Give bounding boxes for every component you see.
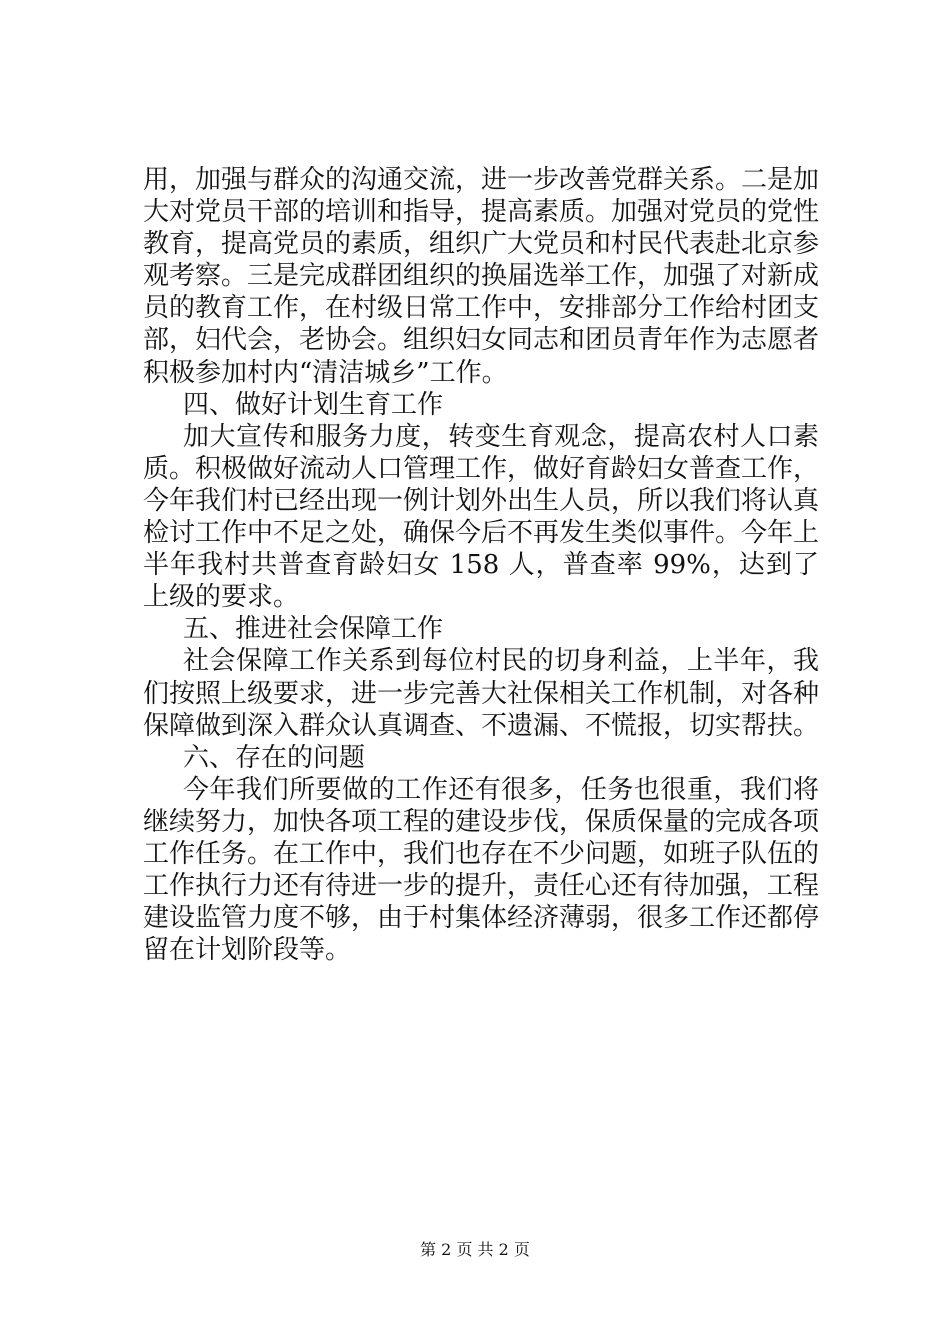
paragraph-problems: 今年我们所要做的工作还有很多，任务也很重，我们将继续努力，加快各项工程的建设步伐，保质保量的完成各项工作任务。在工作中，我们也存在不少问题，如班子队伍的工作执行力还有待进一步的提升，责任心还有待加强，工程建设监管力度不够，由于村集体经济薄弱，很多工作还都停留在计划阶段等。 [143,774,820,966]
paragraph-family-planning: 加大宣传和服务力度，转变生育观念，提高农村人口素质。积极做好流动人口管理工作，做好育龄妇女普查工作，今年我们村已经出现一例计划外出生人员，所以我们将认真检讨工作中不足之处，确保今后不再发生类似事件。今年上半年我村共普查育龄妇女 158 人，普查率 99%，达到了上级的要求。 [143,421,820,613]
paragraph-social-security: 社会保障工作关系到每位村民的切身利益，上半年，我们按照上级要求，进一步完善大社保相关工作机制，对各种保障做到深入群众认真调查、不遗漏、不慌报，切实帮扶。 [143,646,820,741]
section-heading-problems: 六、存在的问题 [183,742,366,773]
paragraph-continued: 用，加强与群众的沟通交流，进一步改善党群关系。二是加大对党员干部的培训和指导，提高素质。加强对党员的党性教育，提高党员的素质，组织广大党员和村民代表赴北京参观考察。三是完成群团组织的换届选举工作，加强了对新成员的教育工作，在村级日常工作中，安排部分工作给村团支部，妇代会，老协会。组织妇女同志和团员青年作为志愿者积极参加村内“清洁城乡”工作。 [143,165,820,388]
page-number-footer: 第 2 页 共 2 页 [420,1240,530,1259]
section-heading-social-security: 五、推进社会保障工作 [183,614,444,645]
section-heading-family-planning: 四、做好计划生育工作 [183,389,444,420]
body-text [143,164,819,966]
